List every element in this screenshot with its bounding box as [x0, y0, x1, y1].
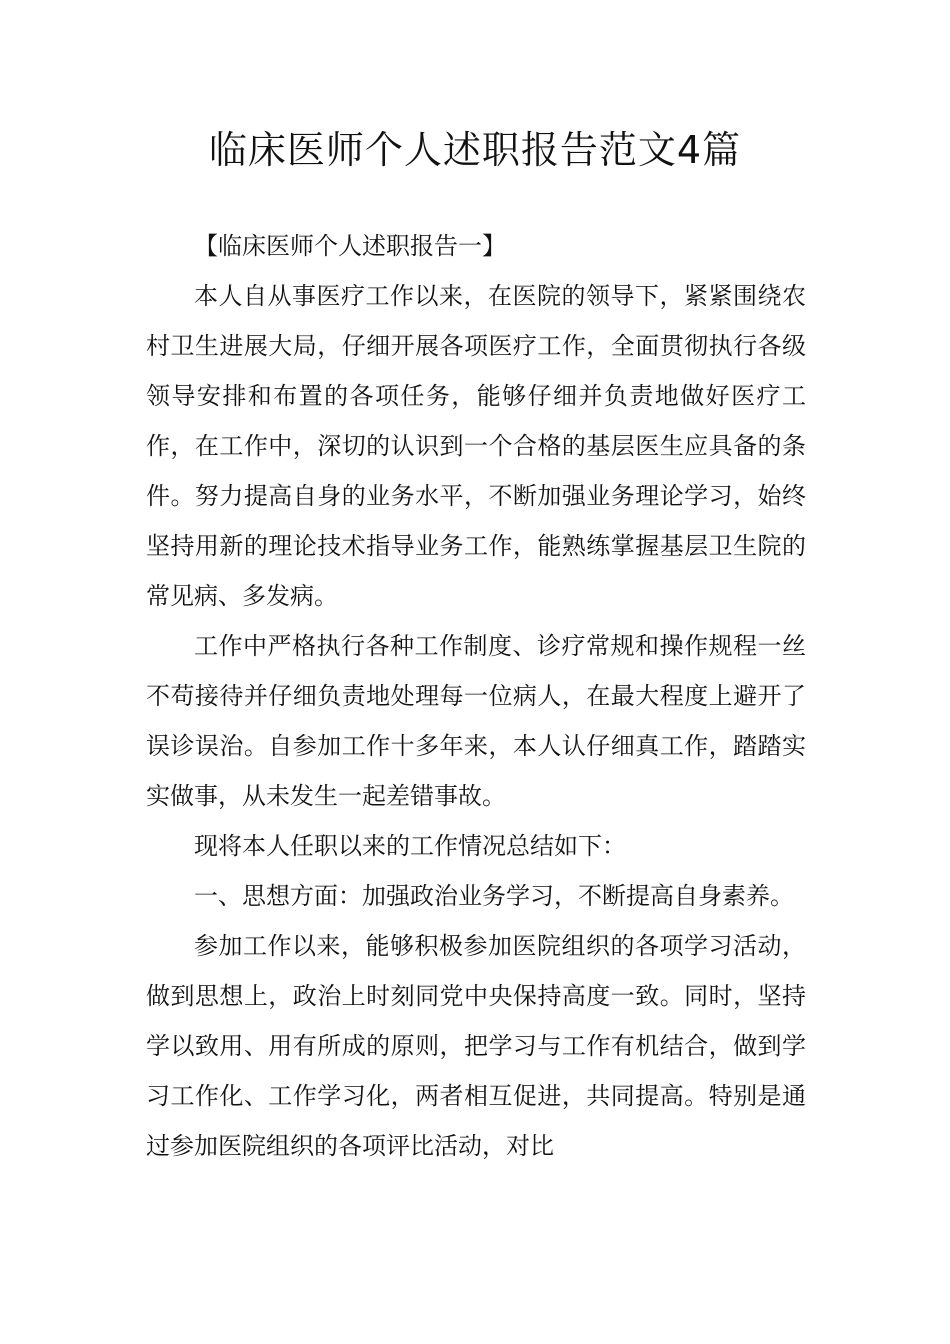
- document-body: [146, 221, 806, 1171]
- section-heading: 【临床医师个人述职报告一】: [194, 232, 506, 260]
- document-title: 临床医师个人述职报告范文4篇: [208, 128, 742, 172]
- paragraph: 一、思想方面：加强政治业务学习，不断提高自身素养。: [194, 882, 794, 910]
- paragraph: 本人自从事医疗工作以来，在医院的领导下，紧紧围绕农村卫生进展大局，仔细开展各项医疗工作，全面贯彻执行各级领导安排和布置的各项任务，能够仔细并负责地做好医疗工作，在工作中，深切的认识到一个合格的基层医生应具备的条件。努力提高自身的业务水平，不断加强业务理论学习，始终坚持用新的理论技术指导业务工作，能熟练掌握基层卫生院的常见病、多发病。: [146, 282, 806, 610]
- paragraph: 工作中严格执行各种工作制度、诊疗常规和操作规程一丝不苟接待并仔细负责地处理每一位病人，在最大程度上避开了误诊误治。自参加工作十多年来，本人认仔细真工作，踏踏实实做事，从未发生一起差错事故。: [146, 632, 806, 810]
- paragraph: 现将本人任职以来的工作情况总结如下：: [194, 832, 626, 860]
- paragraph: 参加工作以来，能够积极参加医院组织的各项学习活动，做到思想上，政治上时刻同党中央保持高度一致。同时，坚持学以致用、用有所成的原则，把学习与工作有机结合，做到学习工作化、工作学习化，两者相互促进，共同提高。特别是通过参加医院组织的各项评比活动，对比: [146, 932, 806, 1160]
